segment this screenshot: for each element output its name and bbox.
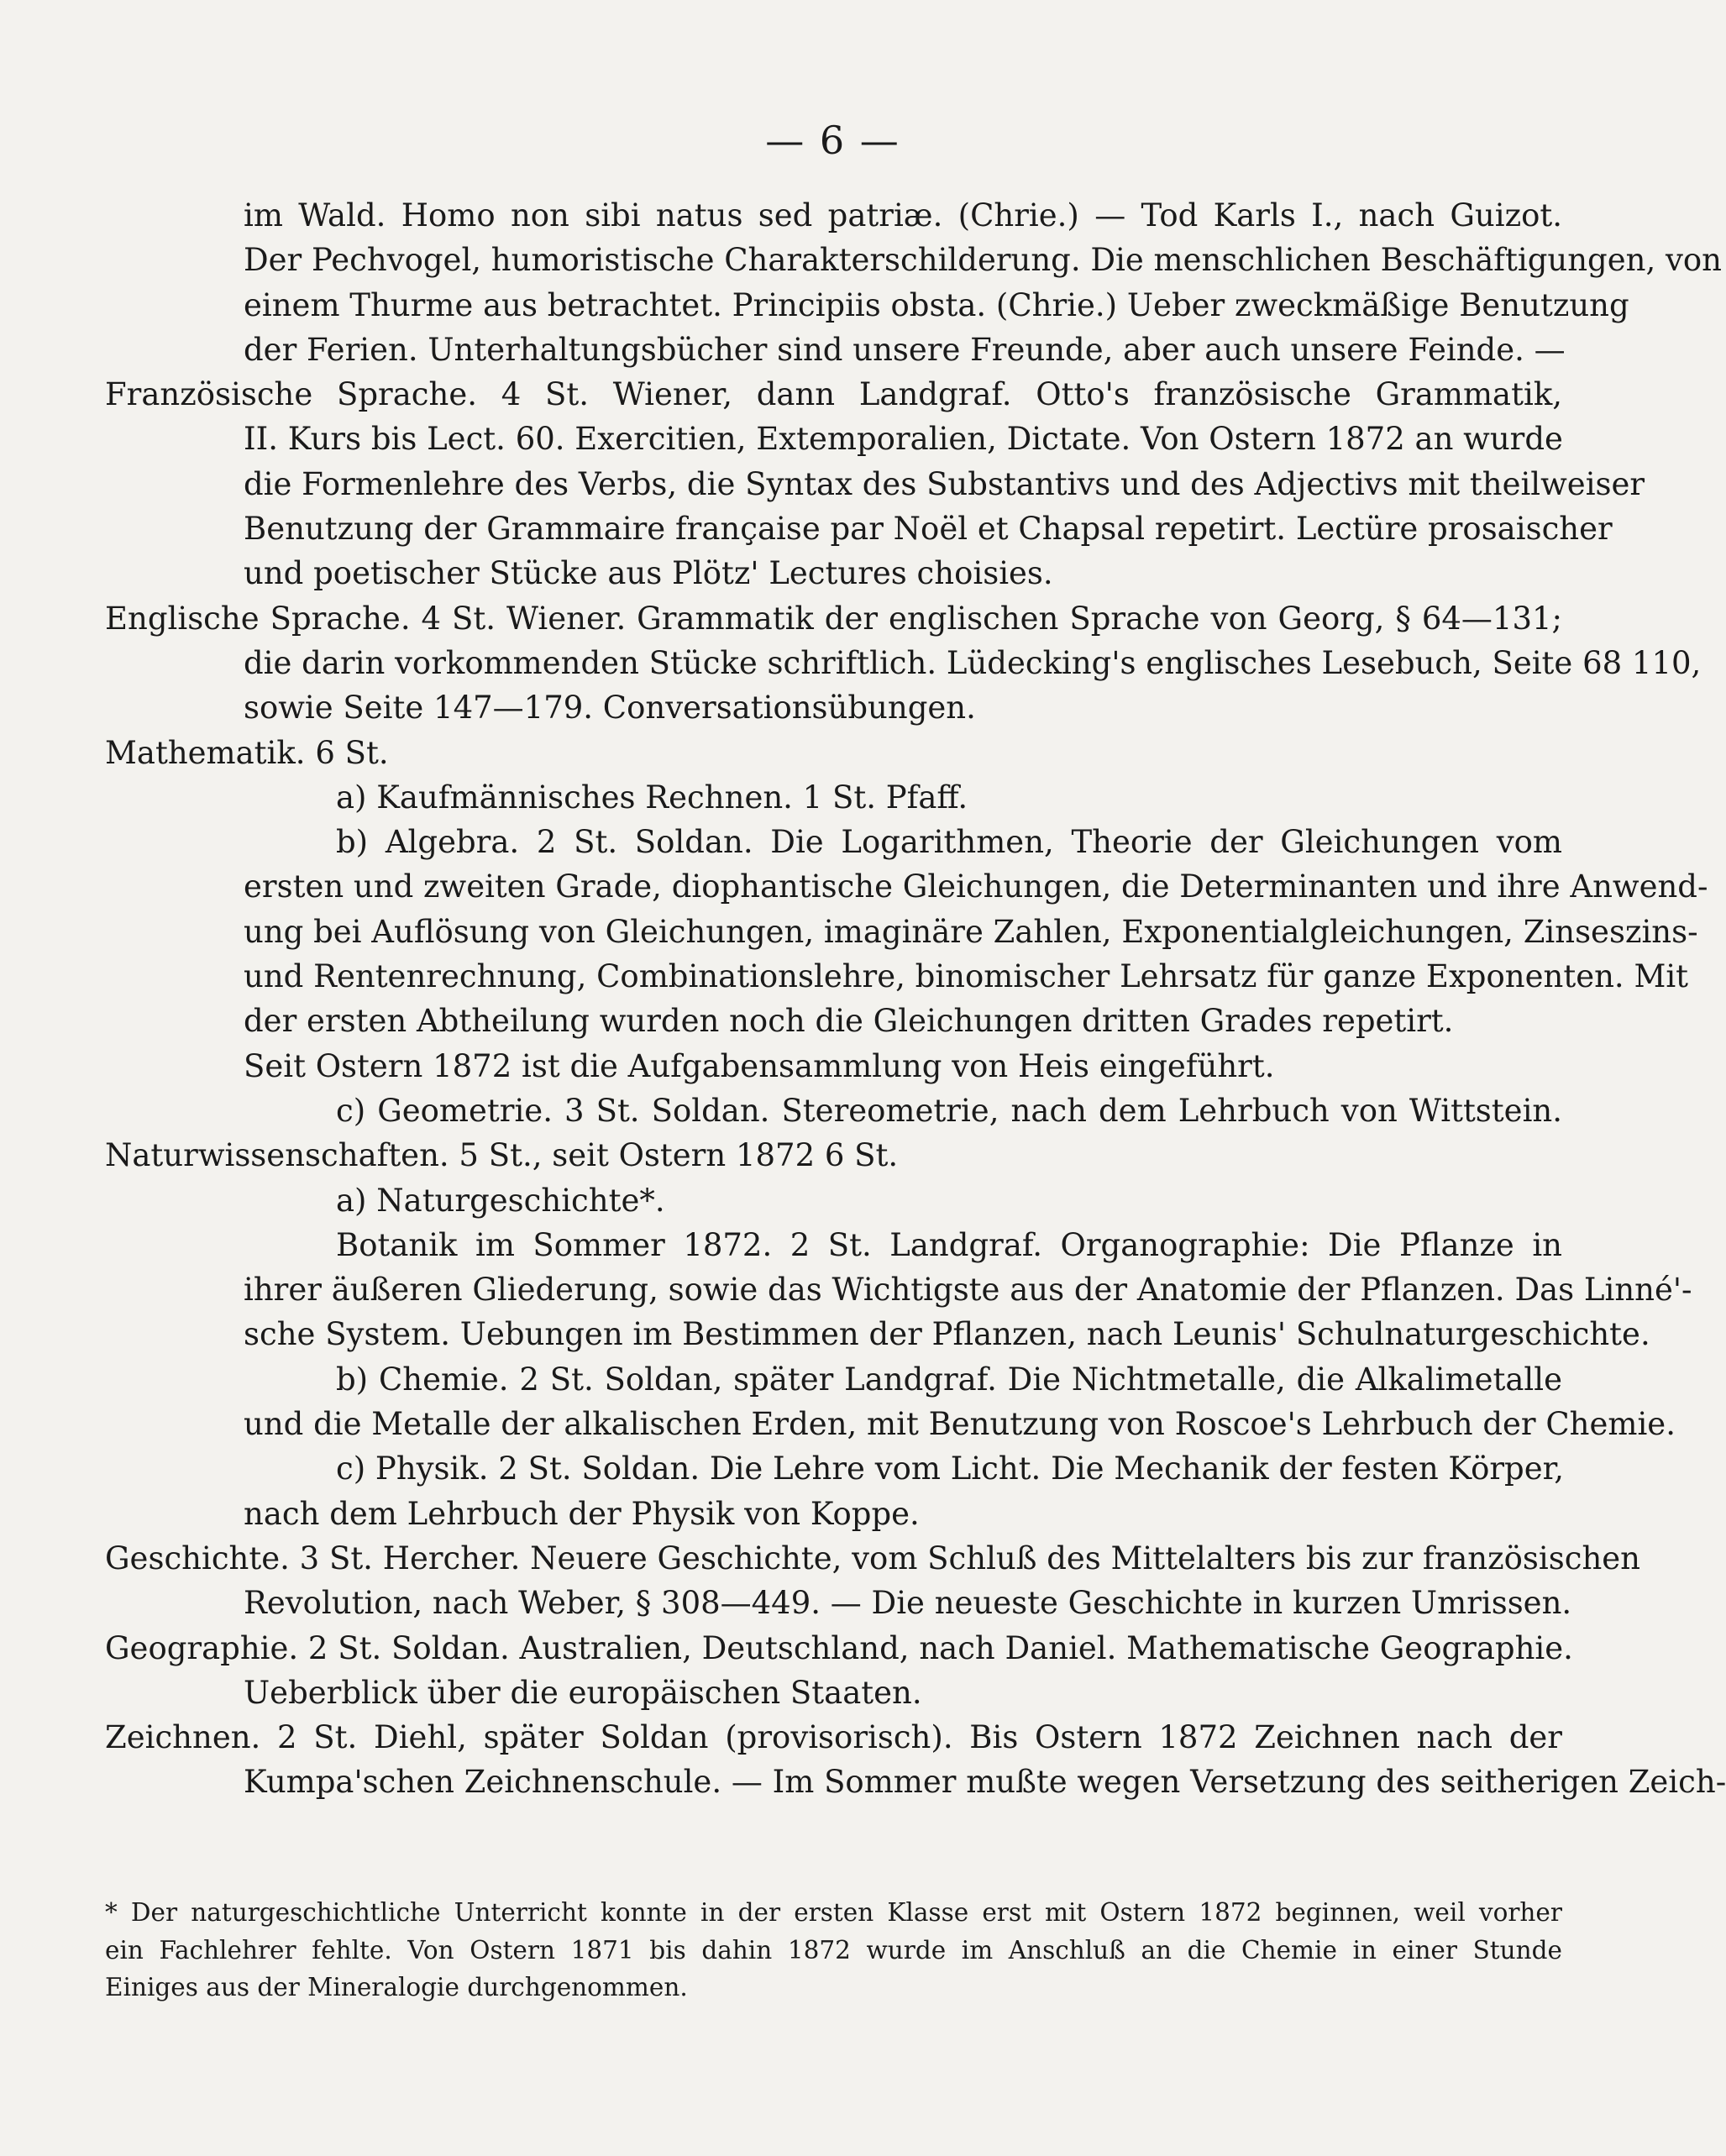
text-line: und Rentenrechnung, Combinationslehre, binomischer Lehrsatz für ganze Exponenten. Mit [244,958,1689,995]
text-line: und poetischer Stücke aus Plötz' Lectures choisies. [244,555,1053,592]
text-line: c) Physik. 2 St. Soldan. Die Lehre vom Licht. Die Mechanik der festen Körper, [336,1450,1565,1487]
text-line: II. Kurs bis Lect. 60. Exercitien, Extemporalien, Dictate. Von Ostern 1872 an wurde [244,421,1563,458]
body-text [105,193,1726,1805]
text-line: ersten und zweiten Grade, diophantische Gleichungen, die Determinanten und ihre Anwend- [244,868,1708,905]
text-line: c) Geometrie. 3 St. Soldan. Stereometrie, nach dem Lehrbuch von Wittstein. [336,1092,1562,1129]
text-line: ung bei Auflösung von Gleichungen, imaginäre Zahlen, Exponentialgleichungen, Zinseszins- [244,913,1698,950]
text-line: im Wald. Homo non sibi natus sed patriæ. (Chrie.) — Tod Karls I., nach Guizot. [244,197,1562,233]
text-line: nach dem Lehrbuch der Physik von Koppe. [244,1495,920,1532]
text-line: a) Kaufmännisches Rechnen. 1 St. Pfaff. [336,779,968,816]
text-line: Geographie. 2 St. Soldan. Australien, Deutschland, nach Daniel. Mathematische Geographie. [105,1629,1573,1666]
text-line: a) Naturgeschichte*. [336,1182,665,1219]
text-line: die Formenlehre des Verbs, die Syntax des Substantivs und des Adjectivs mit theilweiser [244,465,1645,502]
text-line: einem Thurme aus betrachtet. Principiis obsta. (Chrie.) Ueber zweckmäßige Benutzung [244,286,1629,323]
text-line: Naturwissenschaften. 5 St., seit Ostern 1872 6 St. [105,1137,899,1174]
text-line: b) Algebra. 2 St. Soldan. Die Logarithmen, Theorie der Gleichungen vom [336,824,1562,861]
text-line: Englische Sprache. 4 St. Wiener. Grammatik der englischen Sprache von Georg, § 64—131; [105,600,1562,637]
footnote-line: * Der naturgeschichtliche Unterricht konnte in der ersten Klasse erst mit Ostern 1872 beginnen, weil vorher [105,1898,1562,1927]
text-line: Revolution, nach Weber, § 308—449. — Die neueste Geschichte in kurzen Umrissen. [244,1585,1572,1622]
text-line: Der Pechvogel, humoristische Charakterschilderung. Die menschlichen Beschäftigungen, von [244,242,1722,279]
text-line: Geschichte. 3 St. Hercher. Neuere Geschichte, vom Schluß des Mittelalters bis zur französischen [105,1540,1640,1576]
text-line: sowie Seite 147—179. Conversationsübungen. [244,690,976,727]
text-line: Französische Sprache. 4 St. Wiener, dann Landgraf. Otto's französische Grammatik, [105,376,1562,413]
text-line: Kumpa'schen Zeichnenschule. — Im Sommer mußte wegen Versetzung des seitherigen Zeich- [244,1764,1726,1801]
text-line: und die Metalle der alkalischen Erden, mit Benutzung von Roscoe's Lehrbuch der Chemie. [244,1406,1676,1443]
text-line: der Ferien. Unterhaltungsbücher sind unsere Freunde, aber auch unsere Feinde. — [244,331,1566,368]
text-line: sche System. Uebungen im Bestimmen der Pflanzen, nach Leunis' Schulnaturgeschichte. [244,1316,1650,1353]
text-line: die darin vorkommenden Stücke schriftlich. Lüdecking's englisches Lesebuch, Seite 68 110, [244,644,1702,681]
page-number: — 6 — [765,118,900,163]
text-line: Benutzung der Grammaire française par Noël et Chapsal repetirt. Lectüre prosaischer [244,511,1613,548]
text-line: b) Chemie. 2 St. Soldan, später Landgraf. Die Nichtmetalle, die Alkalimetalle [336,1361,1562,1398]
text-line: Seit Ostern 1872 ist die Aufgabensammlung von Heis eingeführt. [244,1047,1275,1084]
text-line: Mathematik. 6 St. [105,734,389,771]
text-line: ihrer äußeren Gliederung, sowie das Wichtigste aus der Anatomie der Pflanzen. Das Linné'- [244,1272,1692,1309]
text-line: Ueberblick über die europäischen Staaten. [244,1674,922,1711]
text-line: der ersten Abtheilung wurden noch die Gleichungen dritten Grades repetirt. [244,1003,1454,1040]
footnote [105,1894,1562,2006]
text-line: Zeichnen. 2 St. Diehl, später Soldan (provisorisch). Bis Ostern 1872 Zeichnen nach der [105,1719,1562,1756]
text-line: Botanik im Sommer 1872. 2 St. Landgraf. Organographie: Die Pflanze in [336,1226,1562,1263]
footnote-line: ein Fachlehrer fehlte. Von Ostern 1871 bis dahin 1872 wurde im Anschluß an die Chemie in einer Stunde [105,1935,1562,1965]
footnote-line: Einiges aus der Mineralogie durchgenommen. [105,1973,688,2001]
